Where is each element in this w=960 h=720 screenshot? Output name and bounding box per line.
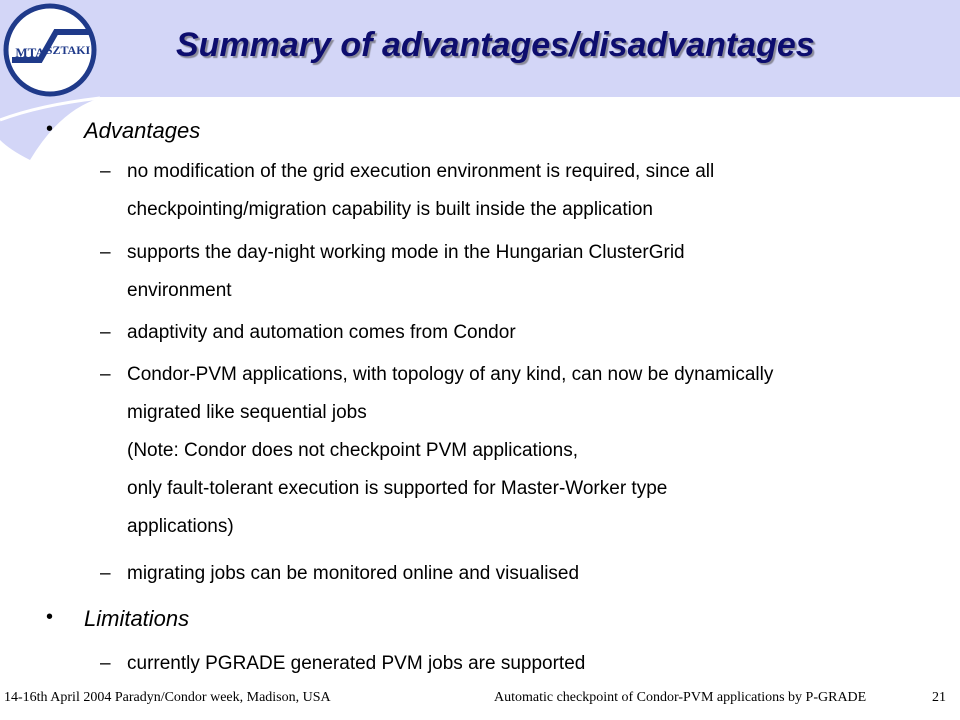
logo-text-right: SZTAKI: [45, 43, 91, 57]
item-line: applications): [127, 516, 234, 537]
footer-right: Automatic checkpoint of Condor-PVM applications by P-GRADE: [494, 690, 867, 705]
item-line: adaptivity and automation comes from Condor: [127, 322, 516, 343]
item-line: no modification of the grid execution environment is required, since all: [127, 161, 715, 182]
item-line: currently PGRADE generated PVM jobs are supported: [127, 653, 586, 674]
bullet-dash: –: [100, 653, 111, 674]
item-line: Condor-PVM applications, with topology of any kind, can now be dynamically: [127, 364, 774, 385]
item-line: checkpointing/migration capability is built inside the application: [127, 199, 653, 220]
item-line: supports the day-night working mode in the Hungarian ClusterGrid: [127, 242, 685, 263]
logo-text-left: MTA: [15, 45, 45, 60]
section-heading: Advantages: [84, 118, 201, 143]
section-heading: Limitations: [84, 606, 190, 631]
item-line: environment: [127, 280, 232, 301]
item-line: migrated like sequential jobs: [127, 402, 367, 423]
footer-left: 14-16th April 2004 Paradyn/Condor week, Madison, USA: [4, 690, 331, 705]
bullet-dash: –: [100, 364, 111, 385]
mta-sztaki-logo: [2, 2, 98, 98]
bullet-dash: –: [100, 563, 111, 584]
item-line: (Note: Condor does not checkpoint PVM applications,: [127, 440, 578, 461]
bullet-dash: –: [100, 242, 111, 263]
page-number: 21: [932, 690, 946, 705]
item-line: only fault-tolerant execution is supported for Master-Worker type: [127, 478, 668, 499]
slide-title: Summary of advantages/disadvantages: [176, 26, 815, 64]
bullet-dash: –: [100, 322, 111, 343]
bullet-dot: •: [46, 606, 54, 628]
bullet-dash: –: [100, 161, 111, 182]
bullet-dot: •: [46, 118, 54, 140]
item-line: migrating jobs can be monitored online and visualised: [127, 563, 580, 584]
